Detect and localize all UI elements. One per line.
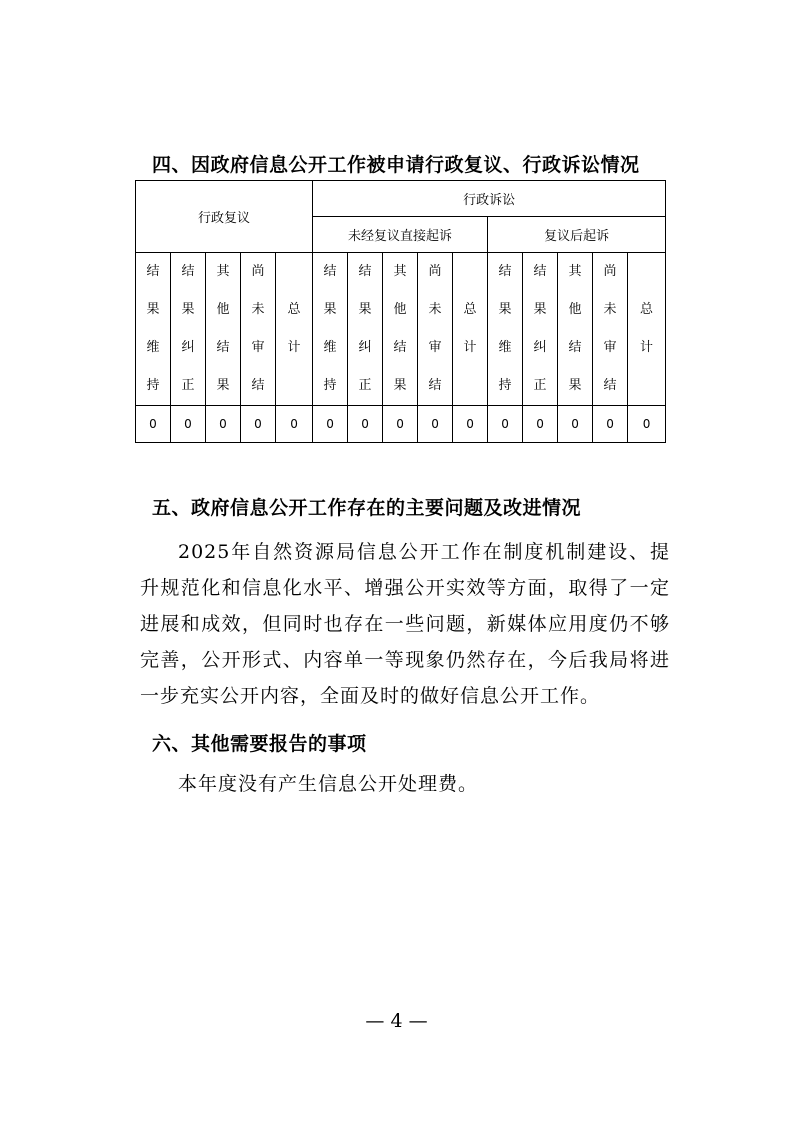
- value-cell: 0: [488, 406, 523, 443]
- value-cell: 0: [383, 406, 418, 443]
- value-cell: 0: [276, 406, 313, 443]
- column-label-review-5: [276, 253, 313, 406]
- page-number: — 4 —: [365, 1010, 428, 1032]
- column-label-direct-suit-3: [383, 253, 418, 406]
- column-label-text: 总计: [463, 302, 477, 355]
- column-label-text: 结果维持: [323, 264, 337, 393]
- value-cell: 0: [523, 406, 558, 443]
- column-label-text: 结果维持: [146, 264, 160, 393]
- direct-suit-header: 未经复议直接起诉: [313, 217, 488, 253]
- section-5-heading: 五、政府信息公开工作存在的主要问题及改进情况: [152, 497, 582, 519]
- value-cell: 0: [206, 406, 241, 443]
- column-label-post-review-3: [558, 253, 593, 406]
- column-label-direct-suit-5: [453, 253, 488, 406]
- admin-review-litigation-table: [135, 180, 666, 443]
- column-label-text: 结果纠正: [533, 264, 547, 393]
- column-label-direct-suit-4: [418, 253, 453, 406]
- value-cell: 0: [558, 406, 593, 443]
- column-label-text: 其他结果: [216, 264, 230, 393]
- column-label-post-review-2: [523, 253, 558, 406]
- admin-litigation-header: 行政诉讼: [313, 181, 666, 217]
- section-6-body: [140, 766, 670, 802]
- section-5-paragraph: 2025年自然资源局信息公开工作在制度机制建设、提升规范化和信息化水平、增强公开实效等方面，取得了一定进展和成效，但同时也存在一些问题，新媒体应用度仍不够完善，公开形式、内容单一等现象仍然存在，今后我局将进一步充实公开内容，全面及时的做好信息公开工作。: [140, 541, 670, 707]
- value-cell: 0: [453, 406, 488, 443]
- value-cell: 0: [171, 406, 206, 443]
- section-5-body: [140, 534, 670, 714]
- column-label-text: 结果纠正: [358, 264, 372, 393]
- value-cell: 0: [313, 406, 348, 443]
- post-review-suit-header: 复议后起诉: [488, 217, 666, 253]
- admin-review-header: 行政复议: [136, 181, 313, 253]
- column-label-text: 尚未审结: [428, 264, 442, 393]
- section-6-paragraph: 本年度没有产生信息公开处理费。: [178, 773, 479, 795]
- column-label-text: 其他结果: [393, 264, 407, 393]
- value-cell: 0: [593, 406, 628, 443]
- value-cell: 0: [348, 406, 383, 443]
- column-label-direct-suit-2: [348, 253, 383, 406]
- column-label-text: 结果维持: [498, 264, 512, 393]
- column-label-text: 其他结果: [568, 264, 582, 393]
- value-cell: 0: [628, 406, 666, 443]
- column-label-post-review-4: [593, 253, 628, 406]
- column-label-text: 尚未审结: [251, 264, 265, 393]
- value-cell: 0: [418, 406, 453, 443]
- value-cell: 0: [241, 406, 276, 443]
- value-cell: 0: [136, 406, 171, 443]
- column-label-review-2: [171, 253, 206, 406]
- column-label-post-review-5: [628, 253, 666, 406]
- column-label-review-4: [241, 253, 276, 406]
- section-6-heading: 六、其他需要报告的事项: [152, 733, 367, 755]
- column-label-text: 总计: [287, 302, 301, 355]
- column-label-text: 尚未审结: [603, 264, 617, 393]
- column-label-text: 结果纠正: [181, 264, 195, 393]
- column-label-direct-suit-1: [313, 253, 348, 406]
- column-label-post-review-1: [488, 253, 523, 406]
- section-4-heading: 四、因政府信息公开工作被申请行政复议、行政诉讼情况: [152, 154, 640, 176]
- column-label-review-1: [136, 253, 171, 406]
- column-label-review-3: [206, 253, 241, 406]
- column-label-text: 总计: [640, 302, 654, 355]
